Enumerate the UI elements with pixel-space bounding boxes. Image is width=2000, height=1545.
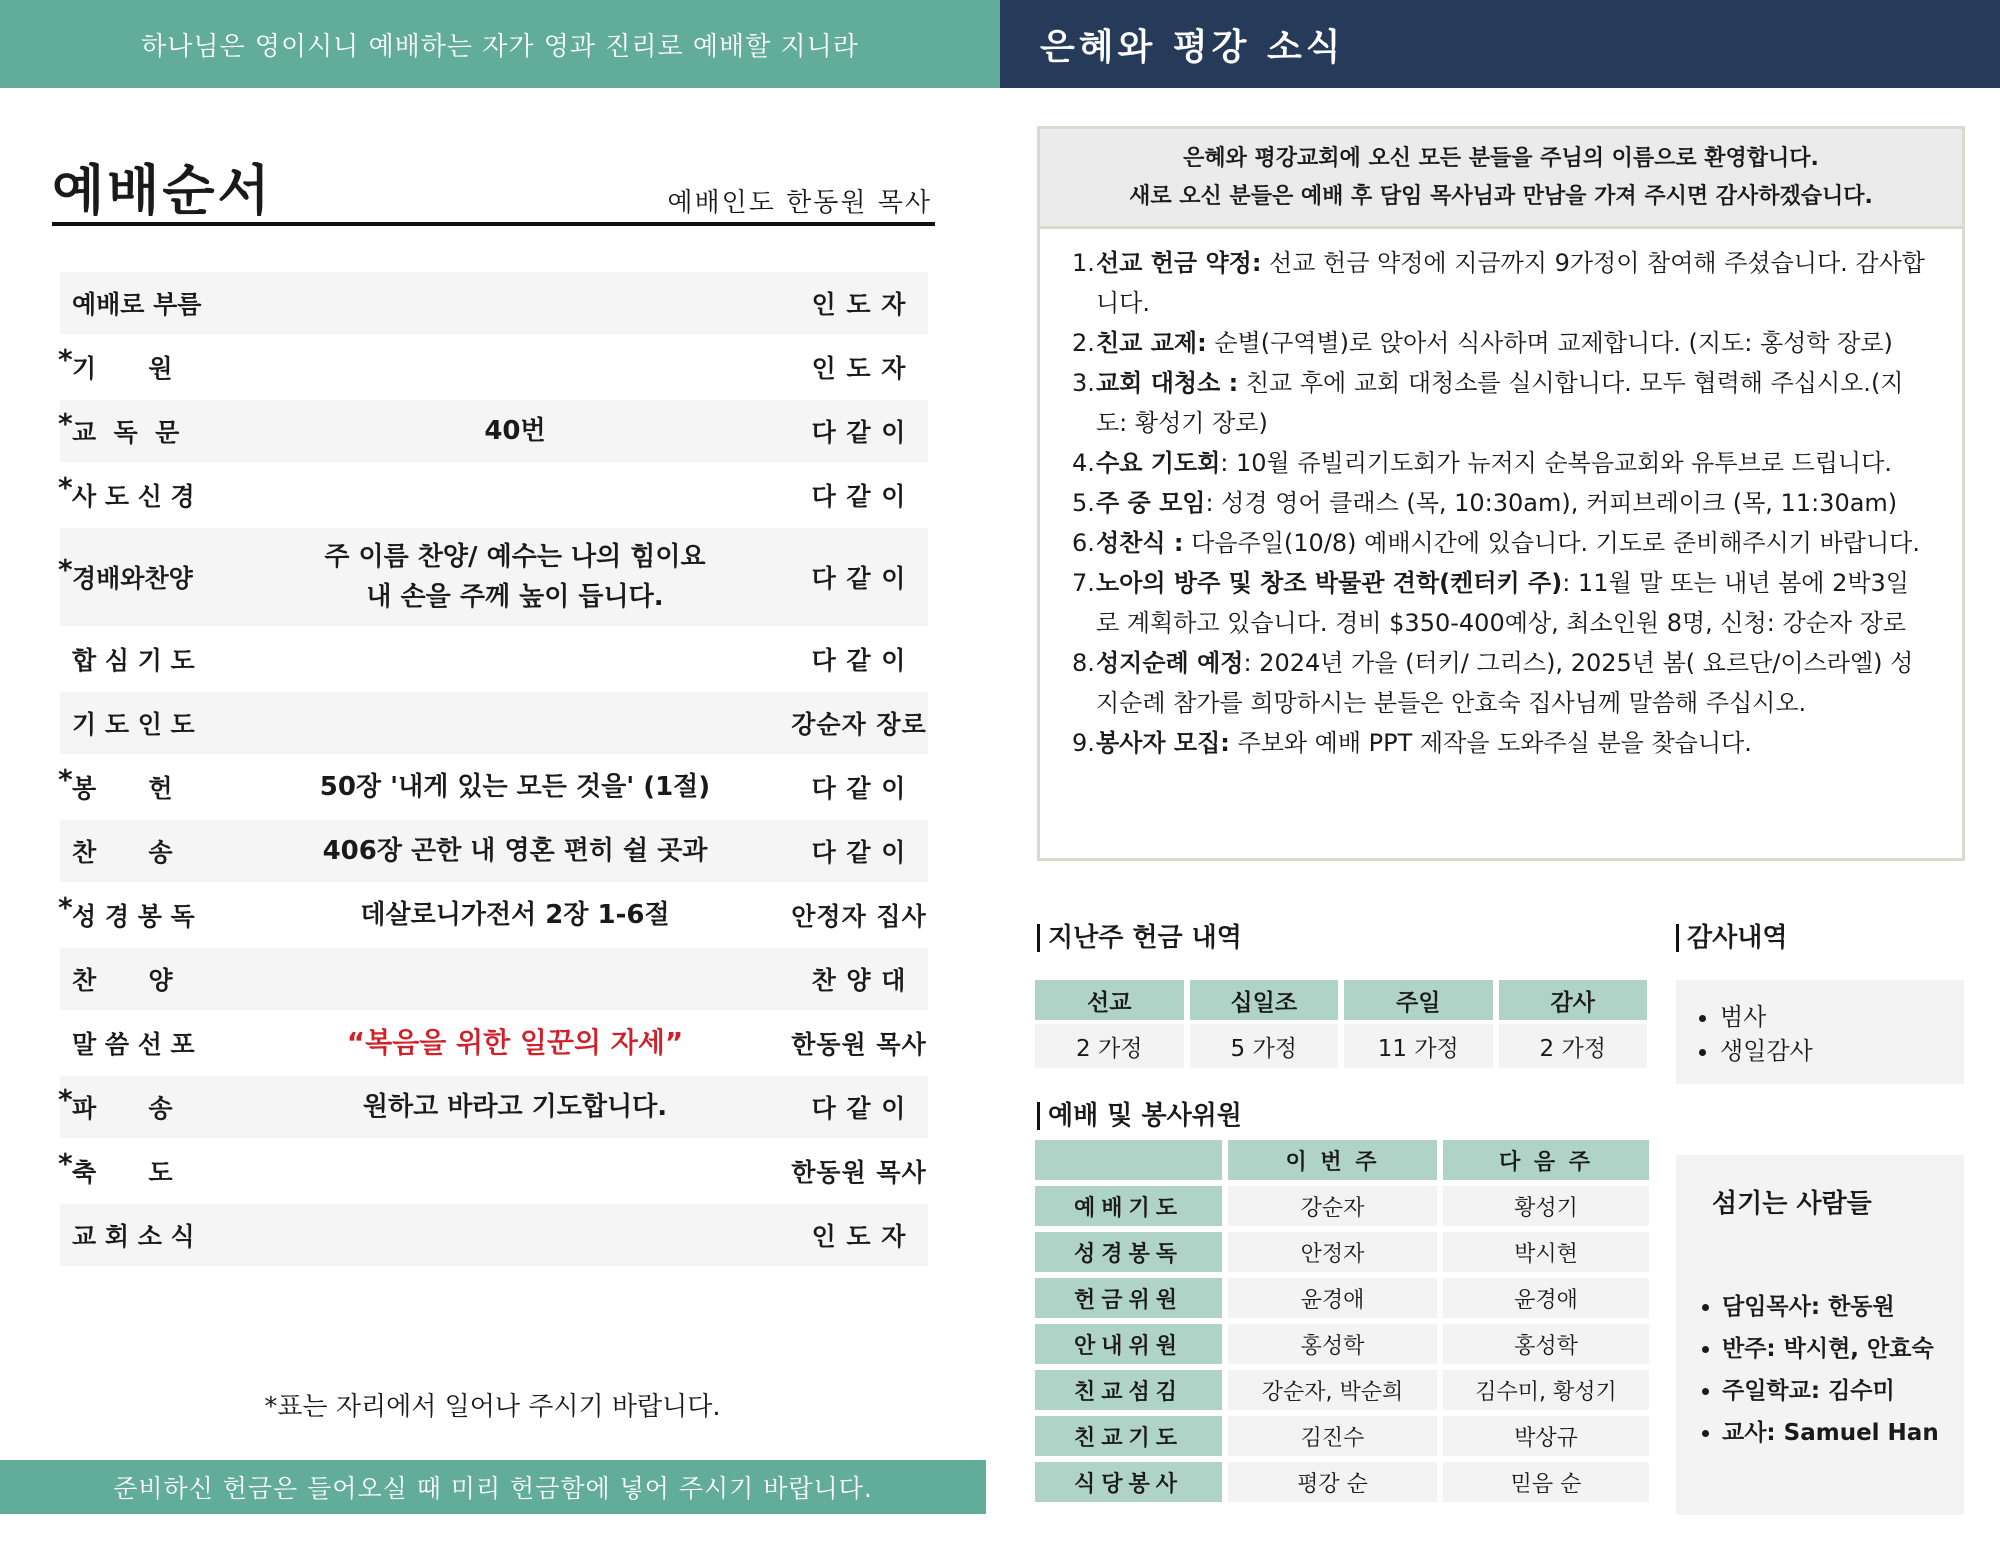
order-item-performer: 강순자 장로 bbox=[791, 710, 927, 739]
offering-table bbox=[1035, 980, 1647, 1068]
offering-section-label: 지난주 헌금 내역 bbox=[1037, 924, 1242, 952]
committee-this-week: 김진수 bbox=[1228, 1416, 1437, 1456]
news-item-title: 친교 교제: bbox=[1096, 329, 1207, 357]
news-item-number: 7. bbox=[1072, 569, 1095, 597]
news-item-body bbox=[1096, 243, 1932, 323]
order-row bbox=[60, 272, 928, 336]
order-row bbox=[60, 948, 928, 1012]
news-item-number: 2. bbox=[1072, 329, 1095, 357]
news-item-text: : 성경 영어 클래스 (목, 10:30am), 커피브레이크 (목, 11:30am) bbox=[1205, 489, 1898, 517]
order-row bbox=[60, 400, 928, 464]
news-item-text: 선교 헌금 약정에 지금까지 9가정이 참여해 주셨습니다. 감사합니다. bbox=[1096, 249, 1925, 317]
news-item-text: 친교 후에 교회 대청소를 실시합니다. 모두 협력해 주십시오.(지도: 황성기 장로) bbox=[1096, 369, 1904, 437]
news-banner-title: 은혜와 평강 소식 bbox=[1040, 26, 1345, 68]
order-item-name: * 경배와찬양 bbox=[60, 559, 240, 595]
news-item-text: 주보와 예배 PPT 제작을 도와주실 분을 찾습니다. bbox=[1229, 729, 1752, 757]
news-item-number: 9. bbox=[1072, 729, 1095, 757]
offering-value: 11 가정 bbox=[1344, 1024, 1493, 1068]
news-item-body bbox=[1096, 723, 1752, 763]
committee-role: 친교섬김 bbox=[1035, 1370, 1222, 1410]
committee-role: 식당봉사 bbox=[1035, 1462, 1222, 1502]
committee-row bbox=[1035, 1186, 1648, 1226]
thanks-section-label: 감사내역 bbox=[1676, 924, 1787, 952]
order-item-name: 교 회 소 식 bbox=[72, 1222, 195, 1251]
servant-item: • 교사: Samuel Han bbox=[1722, 1412, 1964, 1454]
news-item-number: 1. bbox=[1072, 249, 1095, 277]
worship-leader: 예배인도 한동원 목사 bbox=[667, 188, 932, 218]
order-item-name: * 축 도 bbox=[60, 1153, 240, 1189]
committee-header: 이 번 주 bbox=[1228, 1140, 1437, 1180]
stand-note: *표는 자리에서 일어나 주시기 바랍니다. bbox=[264, 1392, 721, 1422]
order-item-name: 찬 양 bbox=[72, 966, 173, 995]
order-row bbox=[60, 464, 928, 528]
order-row bbox=[60, 1012, 928, 1076]
order-item-name: * 파 송 bbox=[60, 1089, 240, 1125]
news-item bbox=[1072, 643, 1932, 723]
news-item-number: 8. bbox=[1072, 649, 1095, 677]
offering-header: 선교 bbox=[1035, 980, 1184, 1020]
offering-note-text: 준비하신 헌금은 들어오실 때 미리 헌금함에 넣어 주시기 바랍니다. bbox=[113, 1474, 873, 1503]
order-item-performer: 안정자 집사 bbox=[791, 902, 927, 931]
news-item-number: 6. bbox=[1072, 529, 1095, 557]
news-item bbox=[1072, 723, 1932, 763]
news-banner bbox=[1000, 0, 2000, 88]
news-item bbox=[1072, 443, 1932, 483]
servants-box bbox=[1676, 1155, 1964, 1515]
order-item-performer: 다 같 이 bbox=[811, 646, 907, 675]
committee-next-week: 믿음 순 bbox=[1443, 1462, 1649, 1502]
committee-this-week: 평강 순 bbox=[1228, 1462, 1437, 1502]
order-item-content: 주 이름 찬양/ 예수는 나의 힘이요 내 손을 주께 높이 듭니다. bbox=[324, 542, 706, 612]
order-item-content: 40번 bbox=[484, 416, 546, 446]
news-item bbox=[1072, 523, 1932, 563]
committee-header bbox=[1035, 1140, 1222, 1180]
order-item-performer: 다 같 이 bbox=[811, 482, 907, 511]
news-item-body bbox=[1096, 643, 1932, 723]
order-item-performer: 한동원 목사 bbox=[791, 1158, 927, 1187]
news-item-title: 성지순례 예정 bbox=[1096, 649, 1244, 677]
servant-item: • 반주: 박시현, 안효숙 bbox=[1722, 1328, 1964, 1370]
order-title: 예배순서 bbox=[52, 159, 273, 222]
order-item-name: * 기 원 bbox=[60, 349, 240, 385]
order-item-name: * 사 도 신 경 bbox=[60, 477, 240, 513]
committee-role: 안내위원 bbox=[1035, 1324, 1222, 1364]
committee-row bbox=[1035, 1232, 1648, 1272]
order-item-name: 예배로 부름 bbox=[72, 290, 202, 319]
news-list bbox=[1040, 229, 1962, 763]
news-item-body bbox=[1096, 363, 1932, 443]
order-item-name: 말 씀 선 포 bbox=[72, 1030, 195, 1059]
order-row bbox=[60, 820, 928, 884]
committee-role: 예배기도 bbox=[1035, 1186, 1222, 1226]
committee-this-week: 안정자 bbox=[1228, 1232, 1437, 1272]
title-divider bbox=[52, 222, 935, 226]
thanks-box bbox=[1676, 980, 1964, 1084]
welcome-line-2: 새로 오신 분들은 예배 후 담임 목사님과 만남을 가져 주시면 감사하겠습니다. bbox=[1129, 183, 1873, 209]
news-item-title: 노아의 방주 및 창조 박물관 견학(켄터키 주) bbox=[1096, 569, 1563, 597]
committee-section-label: 예배 및 봉사위원 bbox=[1037, 1102, 1242, 1130]
scripture-text: 하나님은 영이시니 예배하는 자가 영과 진리로 예배할 지니라 bbox=[141, 31, 859, 62]
news-item bbox=[1072, 363, 1932, 443]
order-item-performer: 인 도 자 bbox=[811, 354, 907, 383]
news-item-text: 순별(구역별)로 앉아서 식사하며 교제합니다. (지도: 홍성학 장로) bbox=[1206, 329, 1893, 357]
order-item-performer: 인 도 자 bbox=[811, 1222, 907, 1251]
thanks-item: • 범사 bbox=[1720, 1000, 1964, 1034]
committee-row bbox=[1035, 1416, 1648, 1456]
order-row bbox=[60, 336, 928, 400]
news-item bbox=[1072, 483, 1932, 523]
news-item-title: 선교 헌금 약정: bbox=[1096, 249, 1262, 277]
news-item-body bbox=[1096, 443, 1892, 483]
order-item-name: 기 도 인 도 bbox=[72, 710, 195, 739]
committee-header: 다 음 주 bbox=[1443, 1140, 1649, 1180]
committee-row bbox=[1035, 1278, 1648, 1318]
order-row bbox=[60, 884, 928, 948]
order-item-name: 찬 송 bbox=[72, 838, 173, 867]
committee-next-week: 김수미, 황성기 bbox=[1443, 1370, 1649, 1410]
committee-row bbox=[1035, 1370, 1648, 1410]
offering-header: 감사 bbox=[1499, 980, 1648, 1020]
offering-note-banner bbox=[0, 1460, 986, 1514]
news-item-title: 교회 대청소 : bbox=[1096, 369, 1239, 397]
news-item-text: : 2024년 가을 (터키/ 그리스), 2025년 봄( 요르단/이스라엘) 성지순례 참가를 희망하시는 분들은 안효숙 집사님께 말씀해 주십시오. bbox=[1096, 649, 1914, 717]
news-item-title: 봉사자 모집: bbox=[1096, 729, 1230, 757]
committee-next-week: 윤경애 bbox=[1443, 1278, 1649, 1318]
news-box bbox=[1037, 126, 1965, 861]
order-row bbox=[60, 756, 928, 820]
order-item-content: 50장 '내게 있는 모든 것을' (1절) bbox=[319, 772, 711, 802]
committee-table bbox=[1035, 1140, 1648, 1508]
committee-this-week: 강순자 bbox=[1228, 1186, 1437, 1226]
order-item-name: 합 심 기 도 bbox=[72, 646, 195, 675]
news-item bbox=[1072, 243, 1932, 323]
order-item-name: * 성 경 봉 독 bbox=[60, 897, 240, 933]
committee-row bbox=[1035, 1324, 1648, 1364]
order-item-performer: 찬 양 대 bbox=[811, 966, 907, 995]
thanks-item: • 생일감사 bbox=[1720, 1034, 1964, 1068]
committee-this-week: 홍성학 bbox=[1228, 1324, 1437, 1364]
order-row bbox=[60, 1204, 928, 1268]
news-item bbox=[1072, 563, 1932, 643]
order-row bbox=[60, 528, 928, 628]
news-item-body bbox=[1096, 563, 1932, 643]
order-item-performer: 다 같 이 bbox=[811, 838, 907, 867]
news-item-body bbox=[1096, 323, 1893, 363]
order-item-performer: 인 도 자 bbox=[811, 290, 907, 319]
order-item-content: 원하고 바라고 기도합니다. bbox=[362, 1092, 668, 1122]
offering-value: 5 가정 bbox=[1190, 1024, 1339, 1068]
news-item-number: 4. bbox=[1072, 449, 1095, 477]
offering-value: 2 가정 bbox=[1499, 1024, 1648, 1068]
order-item-performer: 다 같 이 bbox=[811, 774, 907, 803]
news-item-title: 성찬식 : bbox=[1096, 529, 1184, 557]
order-item-performer: 다 같 이 bbox=[811, 418, 907, 447]
committee-next-week: 황성기 bbox=[1443, 1186, 1649, 1226]
news-item-body bbox=[1096, 483, 1897, 523]
committee-row bbox=[1035, 1462, 1648, 1502]
committee-next-week: 박상규 bbox=[1443, 1416, 1649, 1456]
news-item bbox=[1072, 323, 1932, 363]
order-row bbox=[60, 1076, 928, 1140]
offering-header: 주일 bbox=[1344, 980, 1493, 1020]
committee-next-week: 박시현 bbox=[1443, 1232, 1649, 1272]
order-row bbox=[60, 628, 928, 692]
offering-value: 2 가정 bbox=[1035, 1024, 1184, 1068]
news-item-number: 3. bbox=[1072, 369, 1095, 397]
servants-title: 섬기는 사람들 bbox=[1712, 1189, 1872, 1219]
order-item-performer: 한동원 목사 bbox=[791, 1030, 927, 1059]
order-item-content: 데살로니가전서 2장 1-6절 bbox=[360, 900, 670, 930]
scripture-banner bbox=[0, 0, 1000, 88]
order-row bbox=[60, 1140, 928, 1204]
news-item-text: : 10월 쥬빌리기도회가 뉴저지 순복음교회와 유투브로 드립니다. bbox=[1220, 449, 1892, 477]
committee-role: 성경봉독 bbox=[1035, 1232, 1222, 1272]
committee-this-week: 강순자, 박순희 bbox=[1228, 1370, 1437, 1410]
welcome-line-1: 은혜와 평강교회에 오신 모든 분들을 주님의 이름으로 환영합니다. bbox=[1183, 145, 1819, 171]
committee-header-row bbox=[1035, 1140, 1648, 1180]
order-item-name: * 봉 헌 bbox=[60, 769, 240, 805]
servant-item: • 담임목사: 한동원 bbox=[1722, 1286, 1964, 1328]
servant-item: • 주일학교: 김수미 bbox=[1722, 1370, 1964, 1412]
news-item-title: 주 중 모임 bbox=[1096, 489, 1206, 517]
order-item-content: “복음을 위한 일꾼의 자세” bbox=[346, 1026, 684, 1059]
offering-header: 십일조 bbox=[1190, 980, 1339, 1020]
committee-this-week: 윤경애 bbox=[1228, 1278, 1437, 1318]
servants-list bbox=[1712, 1286, 1964, 1454]
worship-order-table bbox=[60, 272, 928, 1268]
thanks-list bbox=[1690, 1000, 1964, 1068]
news-item-title: 수요 기도회 bbox=[1096, 449, 1221, 477]
committee-role: 헌금위원 bbox=[1035, 1278, 1222, 1318]
news-item-body bbox=[1096, 523, 1920, 563]
news-item-text: : 11월 말 또는 내년 봄에 2박3일로 계획하고 있습니다. 경비 $350-400예상, 최소인원 8명, 신청: 강순자 장로 bbox=[1096, 569, 1909, 637]
order-item-performer: 다 같 이 bbox=[811, 564, 907, 593]
news-item-number: 5. bbox=[1072, 489, 1095, 517]
order-item-name: * 교 독 문 bbox=[60, 413, 240, 449]
order-item-performer: 다 같 이 bbox=[811, 1094, 907, 1123]
order-item-content: 406장 곤한 내 영혼 편히 쉴 곳과 bbox=[322, 836, 708, 866]
welcome-header bbox=[1040, 129, 1962, 229]
order-row bbox=[60, 692, 928, 756]
news-item-text: 다음주일(10/8) 예배시간에 있습니다. 기도로 준비해주시기 바랍니다. bbox=[1183, 529, 1920, 557]
committee-next-week: 홍성학 bbox=[1443, 1324, 1649, 1364]
committee-role: 친교기도 bbox=[1035, 1416, 1222, 1456]
